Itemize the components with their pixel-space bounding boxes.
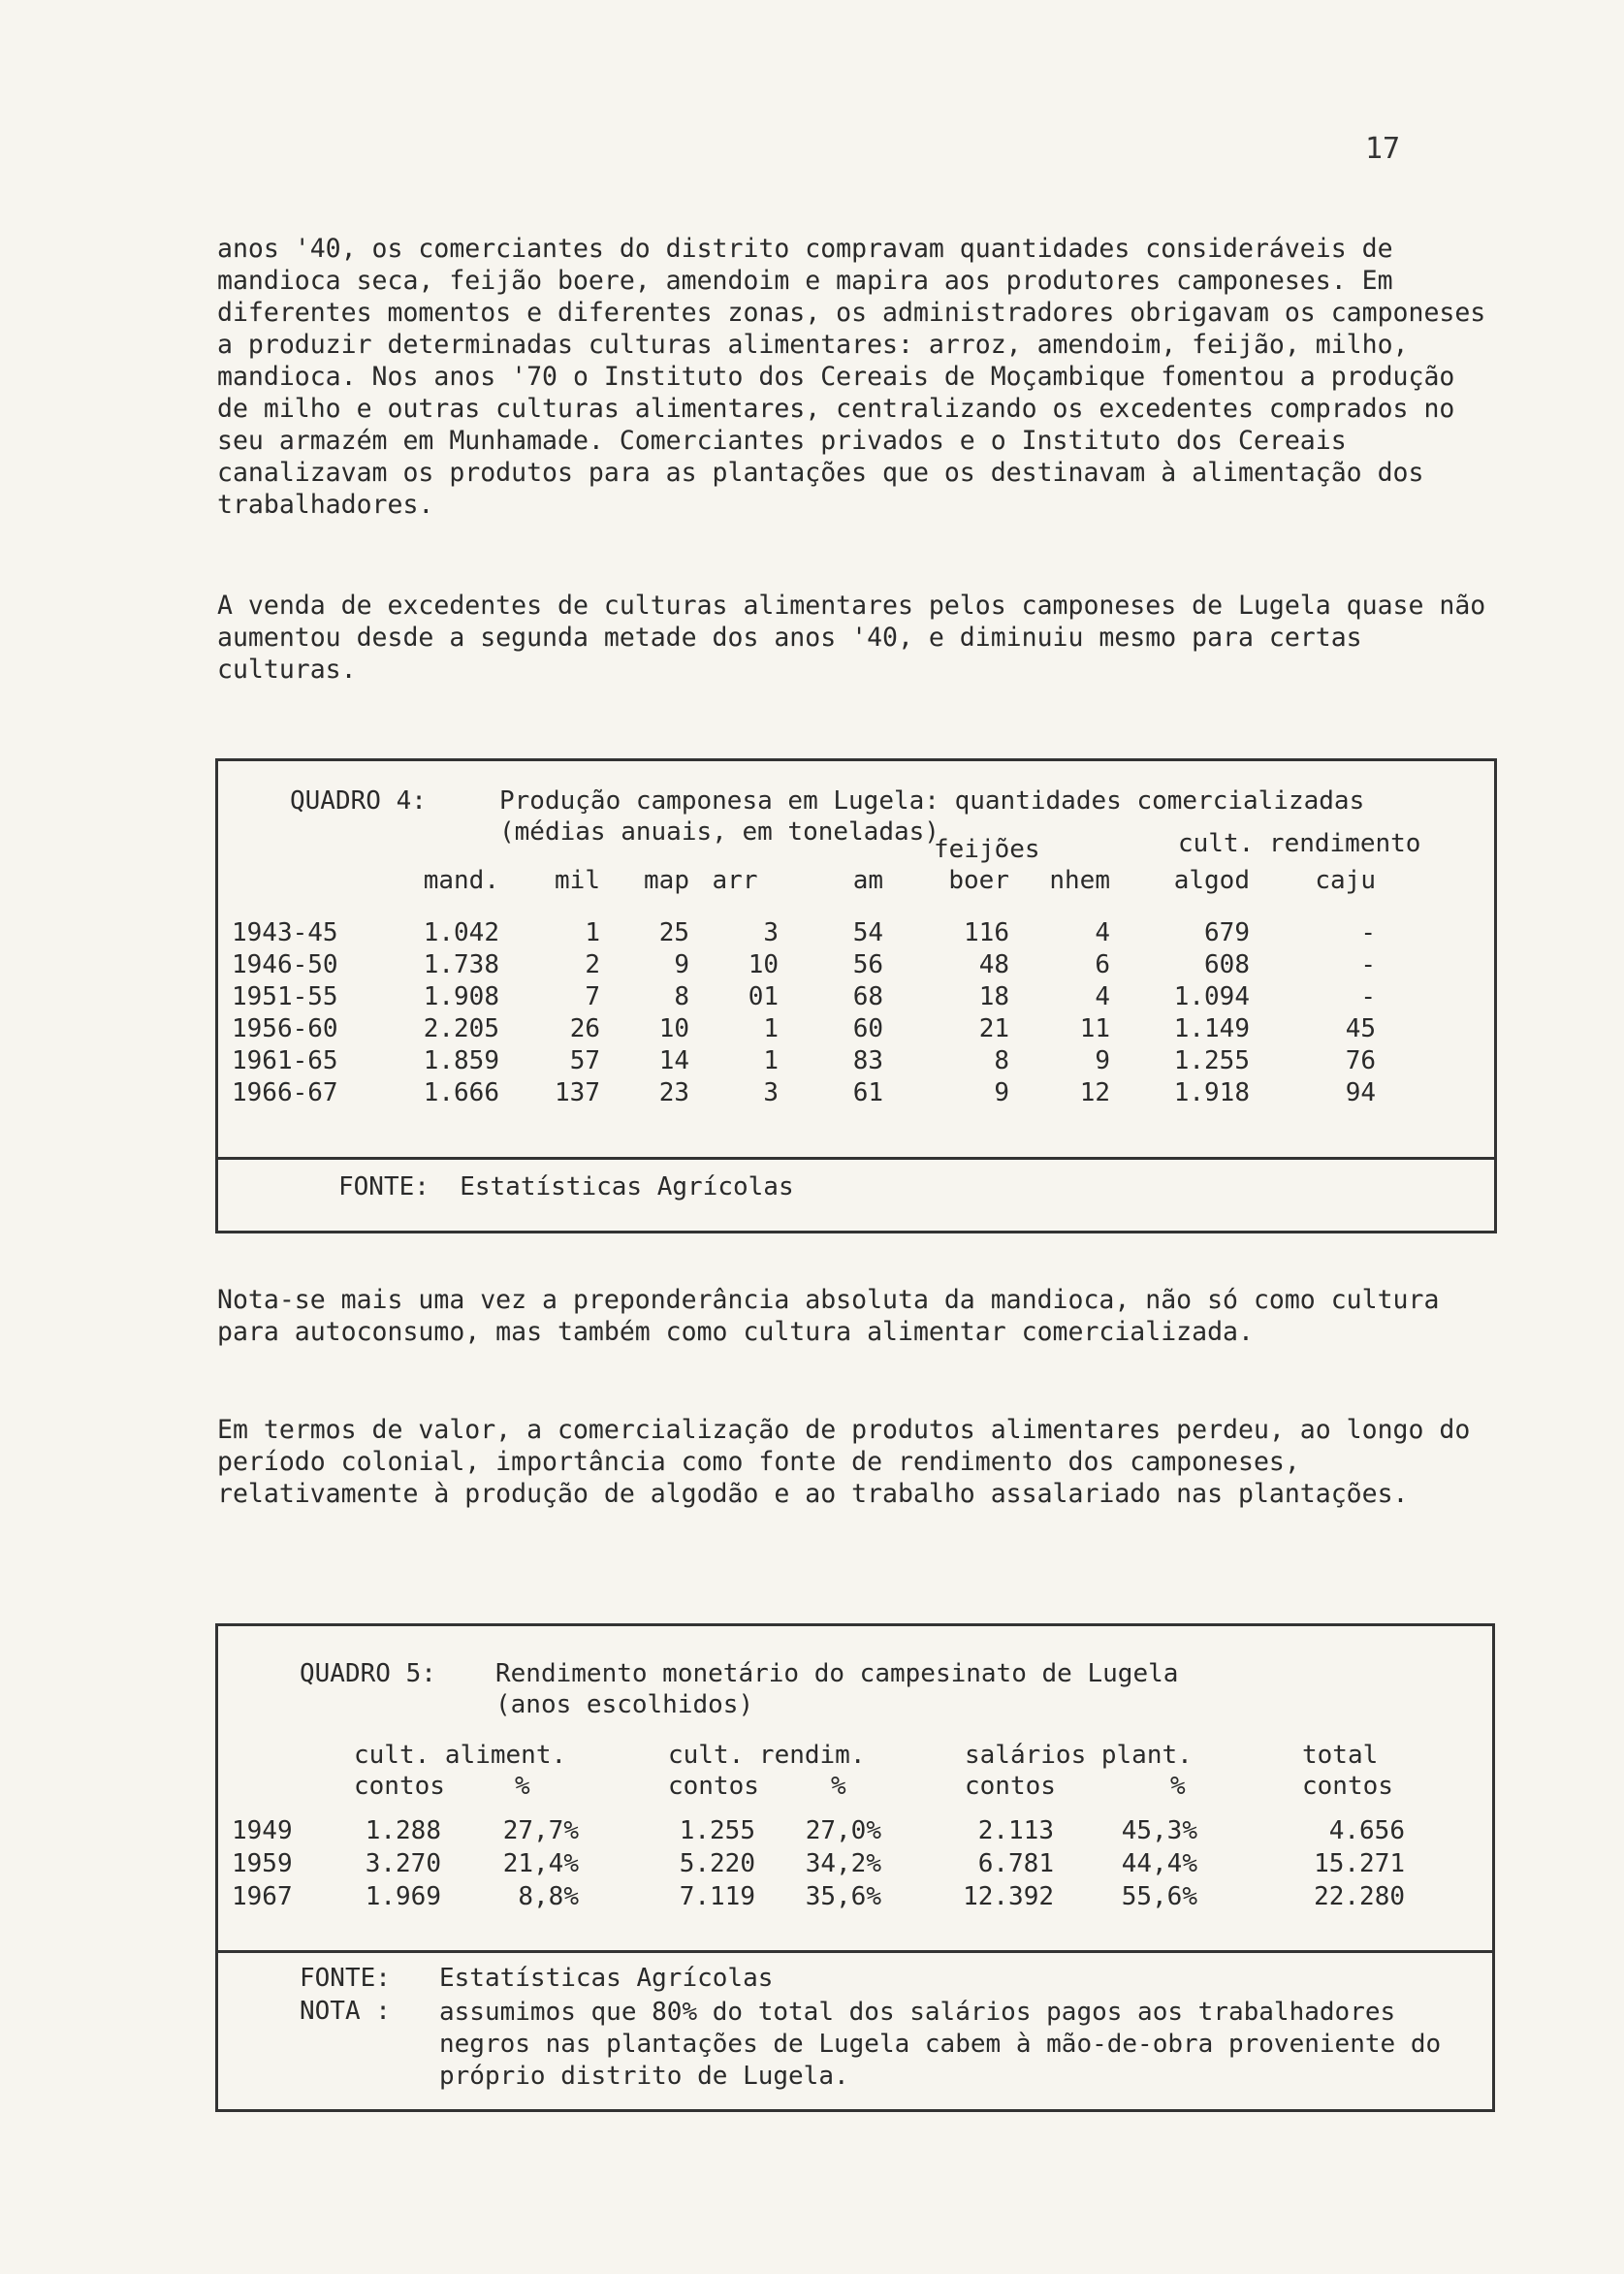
quadro-4-cell: 1.255	[1173, 1046, 1250, 1075]
quadro-5-cell: 5.220	[679, 1849, 755, 1878]
quadro-4-row-period: 1956-60	[232, 1014, 338, 1043]
quadro-5-col-header: contos	[1302, 1772, 1393, 1801]
quadro-5-note-label: NOTA :	[300, 1997, 391, 2026]
quadro-4-cell: 25	[658, 918, 689, 947]
quadro-4-cell: 12	[1079, 1078, 1110, 1107]
quadro-4-cell: 21	[978, 1014, 1009, 1043]
quadro-4-cell: 9	[994, 1078, 1009, 1107]
quadro-4-cell: 9	[1095, 1046, 1110, 1075]
quadro-4-cell: 68	[852, 982, 883, 1011]
quadro-4-cell: 3	[763, 1078, 779, 1107]
quadro-4-row-period: 1966-67	[232, 1078, 338, 1107]
quadro-4-cell: 23	[658, 1078, 689, 1107]
quadro-4-cell: -	[1360, 918, 1376, 947]
quadro-5-table	[215, 1623, 1495, 2112]
quadro-5-cell: 6.781	[977, 1849, 1054, 1878]
quadro-4-cell: 57	[569, 1046, 600, 1075]
quadro-4-cell: 94	[1345, 1078, 1376, 1107]
quadro-4-cell: 6	[1095, 950, 1110, 979]
quadro-4-row-period: 1943-45	[232, 918, 338, 947]
quadro-5-cell: 22.280	[1314, 1882, 1405, 1911]
quadro-4-cell: 1.042	[423, 918, 499, 947]
quadro-5-cell: 15.271	[1314, 1849, 1405, 1878]
quadro-5-divider	[218, 1950, 1492, 1953]
quadro-5-cell: 7.119	[679, 1882, 755, 1911]
quadro-4-col-header: map	[644, 866, 689, 895]
quadro-5-source-label: FONTE:	[300, 1964, 391, 1993]
quadro-5-cell: 1.255	[679, 1816, 755, 1845]
quadro-4-cell: 14	[658, 1046, 689, 1075]
quadro-4-subtitle: (médias anuais, em toneladas)	[499, 817, 939, 847]
quadro-4-cell: 11	[1079, 1014, 1110, 1043]
quadro-5-group-header: salários plant.	[965, 1741, 1193, 1770]
quadro-4-col-header: caju	[1315, 866, 1376, 895]
quadro-4-row-period: 1951-55	[232, 982, 338, 1011]
quadro-4-cell: -	[1360, 950, 1376, 979]
quadro-5-note-text: assumimos que 80% do total dos salários pagos aos trabalhadores negros nas plantações de Lugela cabem à mão-de-obra proveniente do próprio distrito de Lugela.	[439, 1998, 1456, 2091]
quadro-5-row-year: 1949	[232, 1816, 293, 1845]
quadro-5-col-header: contos	[354, 1772, 445, 1801]
quadro-5-title: Rendimento monetário do campesinato de Lugela	[495, 1659, 1179, 1688]
quadro-4-source: FONTE: Estatísticas Agrícolas	[338, 1172, 794, 1201]
quadro-4-cell: 45	[1345, 1014, 1376, 1043]
quadro-5-cell: 45,3%	[1121, 1816, 1197, 1845]
quadro-5-col-header: contos	[965, 1772, 1056, 1801]
quadro-5-cell: 27,0%	[805, 1816, 881, 1845]
quadro-4-cell: 26	[569, 1014, 600, 1043]
quadro-5-group-header: cult. rendim.	[668, 1741, 866, 1770]
quadro-4-cell: 116	[964, 918, 1009, 947]
quadro-4-cell: 76	[1345, 1046, 1376, 1075]
quadro-4-cell: 1.666	[423, 1078, 499, 1107]
quadro-4-cell: 2	[585, 950, 600, 979]
quadro-4-cell: 3	[763, 918, 779, 947]
quadro-4-col-header: am	[852, 866, 883, 895]
page-number: 17	[1365, 132, 1401, 166]
quadro-5-cell: 27,7%	[502, 1816, 579, 1845]
quadro-4-col-header: nhem	[1049, 866, 1110, 895]
quadro-5-col-header: %	[1170, 1772, 1186, 1801]
quadro-4-cell: 01	[748, 982, 779, 1011]
quadro-5-cell: 55,6%	[1121, 1882, 1197, 1911]
quadro-4-cell: 4	[1095, 982, 1110, 1011]
quadro-4-cell: 18	[978, 982, 1009, 1011]
quadro-4-cell: 1.094	[1173, 982, 1250, 1011]
quadro-4-row-period: 1946-50	[232, 950, 338, 979]
quadro-5-row-year: 1959	[232, 1849, 293, 1878]
quadro-5-cell: 44,4%	[1121, 1849, 1197, 1878]
quadro-4-cell: 9	[674, 950, 689, 979]
quadro-4-cell: 1	[763, 1014, 779, 1043]
quadro-4-cell: 137	[555, 1078, 600, 1107]
quadro-4-cell: 1.859	[423, 1046, 499, 1075]
quadro-4-cell: 60	[852, 1014, 883, 1043]
quadro-4-cell: 1.149	[1173, 1014, 1250, 1043]
quadro-4-cell: 608	[1204, 950, 1250, 979]
quadro-4-group-feijoes: feijões	[934, 835, 1040, 864]
quadro-5-cell: 1.288	[365, 1816, 441, 1845]
quadro-4-cell: 48	[978, 950, 1009, 979]
quadro-4-title: Produção camponesa em Lugela: quantidades comercializadas	[499, 786, 1365, 816]
quadro-4-table	[215, 758, 1497, 1233]
quadro-4-cell: 4	[1095, 918, 1110, 947]
quadro-4-group-cult-rendimento: cult. rendimento	[1178, 829, 1421, 858]
quadro-4-cell: 10	[748, 950, 779, 979]
quadro-5-group-header: cult. aliment.	[354, 1741, 567, 1770]
paragraph-2: A venda de excedentes de culturas alimentares pelos camponeses de Lugela quase não aumentou desde a segunda metade dos anos '40, e diminuiu mesmo para certas culturas.	[217, 591, 1502, 685]
quadro-4-cell: 7	[585, 982, 600, 1011]
quadro-5-col-header: contos	[668, 1772, 759, 1801]
quadro-5-cell: 4.656	[1328, 1816, 1405, 1845]
quadro-5-row-year: 1967	[232, 1882, 293, 1911]
quadro-4-cell: 61	[852, 1078, 883, 1107]
quadro-4-cell: 83	[852, 1046, 883, 1075]
quadro-4-cell: 1.918	[1173, 1078, 1250, 1107]
quadro-5-subtitle: (anos escolhidos)	[495, 1690, 754, 1719]
paragraph-4: Em termos de valor, a comercialização de produtos alimentares perdeu, ao longo do período colonial, importância como fonte de rendimento dos camponeses, relativamente à produção de algodão e ao trabalho assalariado nas plantações.	[217, 1415, 1486, 1509]
quadro-4-cell: 10	[658, 1014, 689, 1043]
quadro-4-cell: 56	[852, 950, 883, 979]
quadro-5-col-header: %	[831, 1772, 846, 1801]
paragraph-1: anos '40, os comerciantes do distrito compravam quantidades consideráveis de mandioca seca, feijão boere, amendoim e mapira aos produtores camponeses. Em diferentes momentos e diferentes zonas, os administradores obrigavam os camponeses a produzir determinadas culturas alimentares: arroz, amendoim, feijão, milho, mandioca. Nos anos '70 o Instituto dos Cereais de Moçambique fomentou a produção de milho e outras culturas alimentares, centralizando os excedentes comprados no seu armazém em Munhamade. Comerciantes privados e o Instituto dos Cereais canalizavam os produtos para as plantações que os destinavam à alimentação dos trabalhadores.	[217, 234, 1502, 520]
quadro-5-cell: 3.270	[365, 1849, 441, 1878]
quadro-5-cell: 1.969	[365, 1882, 441, 1911]
quadro-4-divider	[218, 1157, 1494, 1160]
quadro-4-cell: -	[1360, 982, 1376, 1011]
quadro-4-cell: 2.205	[423, 1014, 499, 1043]
quadro-4-cell: 1.738	[423, 950, 499, 979]
quadro-4-row-period: 1961-65	[232, 1046, 338, 1075]
quadro-4-col-header: mand.	[423, 866, 499, 895]
quadro-5-label: QUADRO 5:	[300, 1659, 436, 1688]
quadro-4-cell: 1	[585, 918, 600, 947]
quadro-5-cell: 35,6%	[805, 1882, 881, 1911]
quadro-5-col-header: %	[515, 1772, 530, 1801]
quadro-4-label: QUADRO 4:	[290, 786, 427, 816]
quadro-4-cell: 8	[994, 1046, 1009, 1075]
quadro-4-cell: 1.908	[423, 982, 499, 1011]
quadro-5-cell: 8,8%	[518, 1882, 579, 1911]
quadro-4-cell: 8	[674, 982, 689, 1011]
quadro-4-col-header: algod	[1173, 866, 1250, 895]
quadro-5-cell: 34,2%	[805, 1849, 881, 1878]
paragraph-3: Nota-se mais uma vez a preponderância absoluta da mandioca, não só como cultura para autoconsumo, mas também como cultura alimentar comercializada.	[217, 1285, 1455, 1347]
quadro-4-col-header: mil	[555, 866, 600, 895]
quadro-4-cell: 54	[852, 918, 883, 947]
quadro-5-source-text: Estatísticas Agrícolas	[439, 1964, 774, 1993]
quadro-4-col-header: arr	[712, 866, 758, 895]
quadro-5-cell: 2.113	[977, 1816, 1054, 1845]
quadro-5-group-header: total	[1302, 1741, 1379, 1770]
quadro-4-cell: 679	[1204, 918, 1250, 947]
quadro-5-cell: 21,4%	[502, 1849, 579, 1878]
quadro-4-cell: 1	[763, 1046, 779, 1075]
quadro-4-col-header: boer	[948, 866, 1009, 895]
quadro-5-cell: 12.392	[963, 1882, 1054, 1911]
